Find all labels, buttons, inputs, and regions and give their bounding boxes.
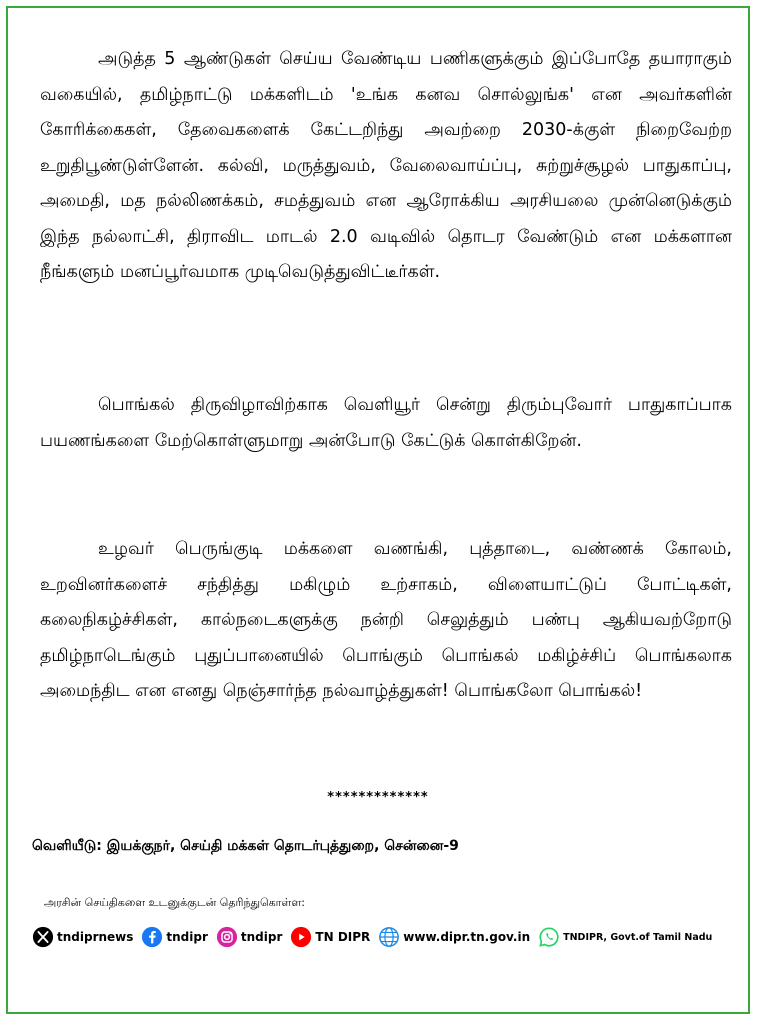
social-website[interactable] [378, 926, 530, 948]
social-whatsapp[interactable] [538, 926, 712, 948]
publisher-line: வெளியீடு: இயக்குநர், செய்தி மக்கள் தொடர்புத்துறை, சென்னை-9 [32, 838, 459, 854]
social-instagram[interactable] [216, 926, 283, 948]
youtube-icon [290, 926, 312, 948]
document-page [6, 6, 750, 1014]
x-icon [32, 926, 54, 948]
social-instagram-label: tndipr [240, 930, 283, 944]
paragraph-1-text: அடுத்த 5 ஆண்டுகள் செய்ய வேண்டிய பணிகளுக்கும் இப்போதே தயாராகும் வகையில், தமிழ்நாட்டு மக்களிடம் 'உங்க கனவ சொல்லுங்க' என அவர்களின் கோரிக்கைகள், தேவைகளைக் கேட்டறிந்து அவற்றை 2030-க்குள் நிறைவேற்ற உறுதிபூண்டுள்ளேன். கல்வி, மருத்துவம், வேலைவாய்ப்பு, சுற்றுச்சூழல் பாதுகாப்பு, அமைதி, மத நல்லிணக்கம், சமத்துவம் என ஆரோக்கிய அரசியலை முன்னெடுக்கும் இந்த நல்லாட்சி, திராவிட மாடல் 2.0 வடிவில் தொடர வேண்டும் என மக்களான நீங்களும் மனப்பூர்வமாக முடிவெடுத்துவிட்டீர்கள். [40, 49, 732, 282]
social-youtube-label: TN DIPR [315, 930, 371, 944]
social-whatsapp-label: TNDIPR, Govt.of Tamil Nadu [563, 931, 713, 943]
separator: ************* [327, 790, 429, 805]
social-x-label: tndiprnews [57, 930, 134, 944]
social-links [32, 926, 744, 948]
paragraph-2 [40, 388, 732, 459]
social-website-label: www.dipr.tn.gov.in [403, 930, 531, 944]
social-facebook[interactable] [141, 926, 208, 948]
social-x[interactable] [32, 926, 133, 948]
paragraph-3-text: உழவர் பெருங்குடி மக்களை வணங்கி, புத்தாடை, வண்ணக் கோலம், உறவினர்களைச் சந்தித்து மகிழும் உற்சாகம், விளையாட்டுப் போட்டிகள், கலைநிகழ்ச்சிகள், கால்நடைகளுக்கு நன்றி செலுத்தும் பண்பு ஆகியவற்றோடு தமிழ்நாடெங்கும் புதுப்பானையில் பொங்கும் பொங்கல் மகிழ்ச்சிப் பொங்கலாக அமைந்திட என எனது நெஞ்சார்ந்த நல்வாழ்த்துகள்! பொங்கலோ பொங்கல்! [40, 539, 732, 701]
facebook-icon [141, 926, 163, 948]
globe-icon [378, 926, 400, 948]
follow-text: அரசின் செய்திகளை உடனுக்குடன் தெரிந்துகொள்ள: [44, 896, 305, 909]
social-facebook-label: tndipr [166, 930, 208, 944]
whatsapp-icon [538, 926, 560, 948]
paragraph-3 [40, 532, 732, 710]
paragraph-2-text: பொங்கல் திருவிழாவிற்காக வெளியூர் சென்று திரும்புவோர் பாதுகாப்பாக பயணங்களை மேற்கொள்ளுமாறு அன்போடு கேட்டுக் கொள்கிறேன். [40, 395, 732, 451]
social-youtube[interactable] [290, 926, 370, 948]
instagram-icon [216, 926, 238, 948]
paragraph-1 [40, 42, 732, 291]
